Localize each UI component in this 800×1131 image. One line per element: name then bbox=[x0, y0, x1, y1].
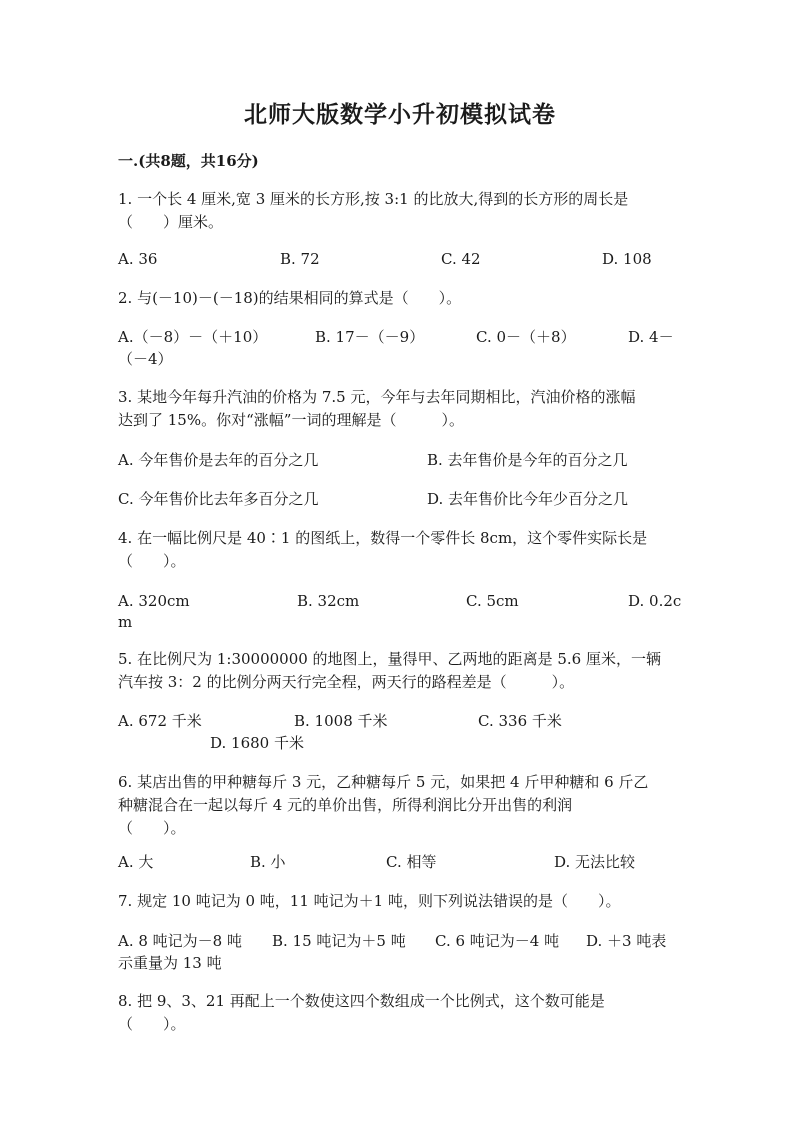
q1-option-c: C. 42 bbox=[441, 250, 481, 268]
q3-option-d: D. 去年售价比今年少百分之几 bbox=[427, 490, 629, 508]
q6-option-c: C. 相等 bbox=[386, 853, 437, 871]
question-6-line-1: 6. 某店出售的甲种糖每斤 3 元，乙种糖每斤 5 元，如果把 4 斤甲种糖和 6 斤乙 bbox=[118, 773, 649, 791]
q3-option-c: C. 今年售价比去年多百分之几 bbox=[118, 490, 319, 508]
q4-option-a: A. 320cm bbox=[118, 592, 190, 610]
q7-option-b: B. 15 吨记为＋5 吨 bbox=[272, 932, 406, 950]
question-7-line-1: 7. 规定 10 吨记为 0 吨，11 吨记为＋1 吨，则下列说法错误的是（ ）。 bbox=[118, 892, 621, 910]
q2-option-d: D. 4－ bbox=[628, 328, 674, 346]
q5-option-a: A. 672 千米 bbox=[118, 712, 202, 730]
q2-option-a: A.（－8）－（＋10） bbox=[118, 328, 268, 346]
q5-option-c: C. 336 千米 bbox=[478, 712, 562, 730]
question-5 bbox=[118, 648, 678, 694]
q4-option-d-continued: m bbox=[118, 613, 133, 631]
question-3 bbox=[118, 386, 678, 432]
page-title: 北师大版数学小升初模拟试卷 bbox=[244, 101, 556, 128]
q4-option-b: B. 32cm bbox=[297, 592, 360, 610]
question-1-line-2: （ ）厘米。 bbox=[118, 213, 224, 231]
q7-option-a: A. 8 吨记为－8 吨 bbox=[118, 932, 242, 950]
question-4 bbox=[118, 527, 678, 573]
q3-option-a: A. 今年售价是去年的百分之几 bbox=[118, 451, 319, 469]
question-8-line-1: 8. 把 9、3、21 再配上一个数使这四个数组成一个比例式，这个数可能是 bbox=[118, 992, 605, 1010]
question-6-line-3: （ ）。 bbox=[118, 819, 186, 837]
q1-option-a: A. 36 bbox=[118, 250, 158, 268]
question-5-line-1: 5. 在比例尺为 1:30000000 的地图上，量得甲、乙两地的距离是 5.6 厘米，一辆 bbox=[118, 650, 661, 668]
q7-option-d: D. ＋3 吨表 bbox=[586, 932, 667, 950]
q4-option-c: C. 5cm bbox=[466, 592, 519, 610]
q6-option-b: B. 小 bbox=[250, 853, 286, 871]
q6-option-d: D. 无法比较 bbox=[554, 853, 636, 871]
q2-option-b: B. 17－（－9） bbox=[315, 328, 425, 346]
q5-option-b: B. 1008 千米 bbox=[294, 712, 388, 730]
question-2-line-1: 2. 与(－10)－(－18)的结果相同的算式是（ ）。 bbox=[118, 289, 462, 307]
question-4-line-1: 4. 在一幅比例尺是 40∶1 的图纸上，数得一个零件长 8cm，这个零件实际长是 bbox=[118, 529, 648, 547]
section-heading: 一.(共8题，共16分) bbox=[118, 152, 259, 170]
q4-option-d: D. 0.2c bbox=[628, 592, 682, 610]
q1-option-d: D. 108 bbox=[602, 250, 652, 268]
q7-option-d-continued: 示重量为 13 吨 bbox=[118, 954, 222, 972]
question-8 bbox=[118, 990, 678, 1036]
question-1 bbox=[118, 188, 678, 234]
q7-option-c: C. 6 吨记为－4 吨 bbox=[435, 932, 560, 950]
question-6 bbox=[118, 771, 678, 840]
question-1-line-1: 1. 一个长 4 厘米,宽 3 厘米的长方形,按 3:1 的比放大,得到的长方形的周长是 bbox=[118, 190, 629, 208]
question-6-line-2: 种糖混合在一起以每斤 4 元的单价出售，所得利润比分开出售的利润 bbox=[118, 796, 573, 814]
question-3-line-2: 达到了 15%。你对“涨幅”一词的理解是（ ）。 bbox=[118, 411, 464, 429]
question-3-line-1: 3. 某地今年每升汽油的价格为 7.5 元，今年与去年同期相比，汽油价格的涨幅 bbox=[118, 388, 636, 406]
question-2 bbox=[118, 287, 678, 310]
q5-option-d: D. 1680 千米 bbox=[210, 734, 304, 752]
q1-option-b: B. 72 bbox=[280, 250, 320, 268]
question-4-line-2: （ ）。 bbox=[118, 552, 186, 570]
q2-option-c: C. 0－（＋8） bbox=[476, 328, 576, 346]
question-5-line-2: 汽车按 3：2 的比例分两天行完全程，两天行的路程差是（ ）。 bbox=[118, 673, 575, 691]
question-7 bbox=[118, 890, 678, 913]
q2-option-d-continued: （－4） bbox=[118, 350, 173, 368]
q3-option-b: B. 去年售价是今年的百分之几 bbox=[427, 451, 628, 469]
q6-option-a: A. 大 bbox=[118, 853, 154, 871]
question-8-line-2: （ ）。 bbox=[118, 1015, 186, 1033]
